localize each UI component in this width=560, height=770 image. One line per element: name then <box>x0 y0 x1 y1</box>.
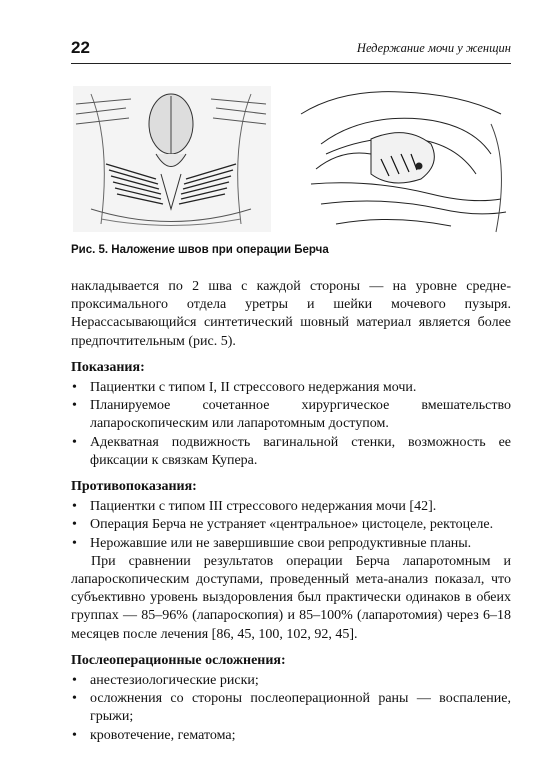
body-paragraph: При сравнении результатов операции Берча лапаротомным и лапароскопическим доступами, проведенный мета-анализ показал, что субъективно уровень выздоровления был практически одинаков в обеих группах — 85–96% (лапароскопия) и 85–100% (лапаротомия) через 6–18 месяцев после лечения [86, 45, 100, 102, 92, 45]. <box>71 553 511 642</box>
page-body <box>71 278 511 745</box>
complications-list <box>71 672 511 745</box>
suture-illustration <box>71 84 511 234</box>
list-item: • Пациентки с типом III стрессового недержания мочи [42]. <box>72 499 437 515</box>
contraindications-list <box>71 498 511 553</box>
complications-heading: Послеоперационные осложнения: <box>71 652 286 668</box>
page-header <box>71 38 511 62</box>
list-item: • Адекватная подвижность вагинальной стенки, возможность ее фиксации к связкам Купера. <box>72 434 511 468</box>
list-item: • анестезиологические риски; <box>72 673 259 689</box>
indications-list <box>71 379 511 470</box>
pelvic-view-drawing <box>73 86 271 232</box>
header-rule <box>71 63 511 64</box>
list-item: • Планируемое сочетанное хирургическое вмешательство лапароскопическим или лапаротомным доступом. <box>72 398 511 432</box>
body-paragraph: накладывается по 2 шва с каждой стороны — на уровне средне-проксимального отдела уретры и шейки мочевого пузыря. Нерассасывающийся синтетический шовный материал является более предпочтительным (рис. 5). <box>71 279 511 349</box>
figure-caption: Рис. 5. Наложение швов при операции Берча <box>71 244 329 256</box>
page-number: 22 <box>71 38 90 57</box>
contraindications-heading: Противопоказания: <box>71 479 197 495</box>
list-item: • Нерожавшие или не завершившие свои репродуктивные планы. <box>72 535 472 551</box>
sagittal-view-drawing <box>301 92 506 232</box>
list-item: • кровотечение, гематома; <box>72 727 236 743</box>
list-item: • осложнения со стороны послеоперационной раны — воспаление, грыжи; <box>72 691 511 725</box>
list-item: • Пациентки с типом I, II стрессового недержания мочи. <box>72 380 417 396</box>
list-item: • Операция Берча не устраняет «центральное» цистоцеле, ректоцеле. <box>72 517 494 533</box>
running-head: Недержание мочи у женщин <box>356 41 511 55</box>
indications-heading: Показания: <box>71 359 145 375</box>
figure-illustration <box>71 84 511 234</box>
